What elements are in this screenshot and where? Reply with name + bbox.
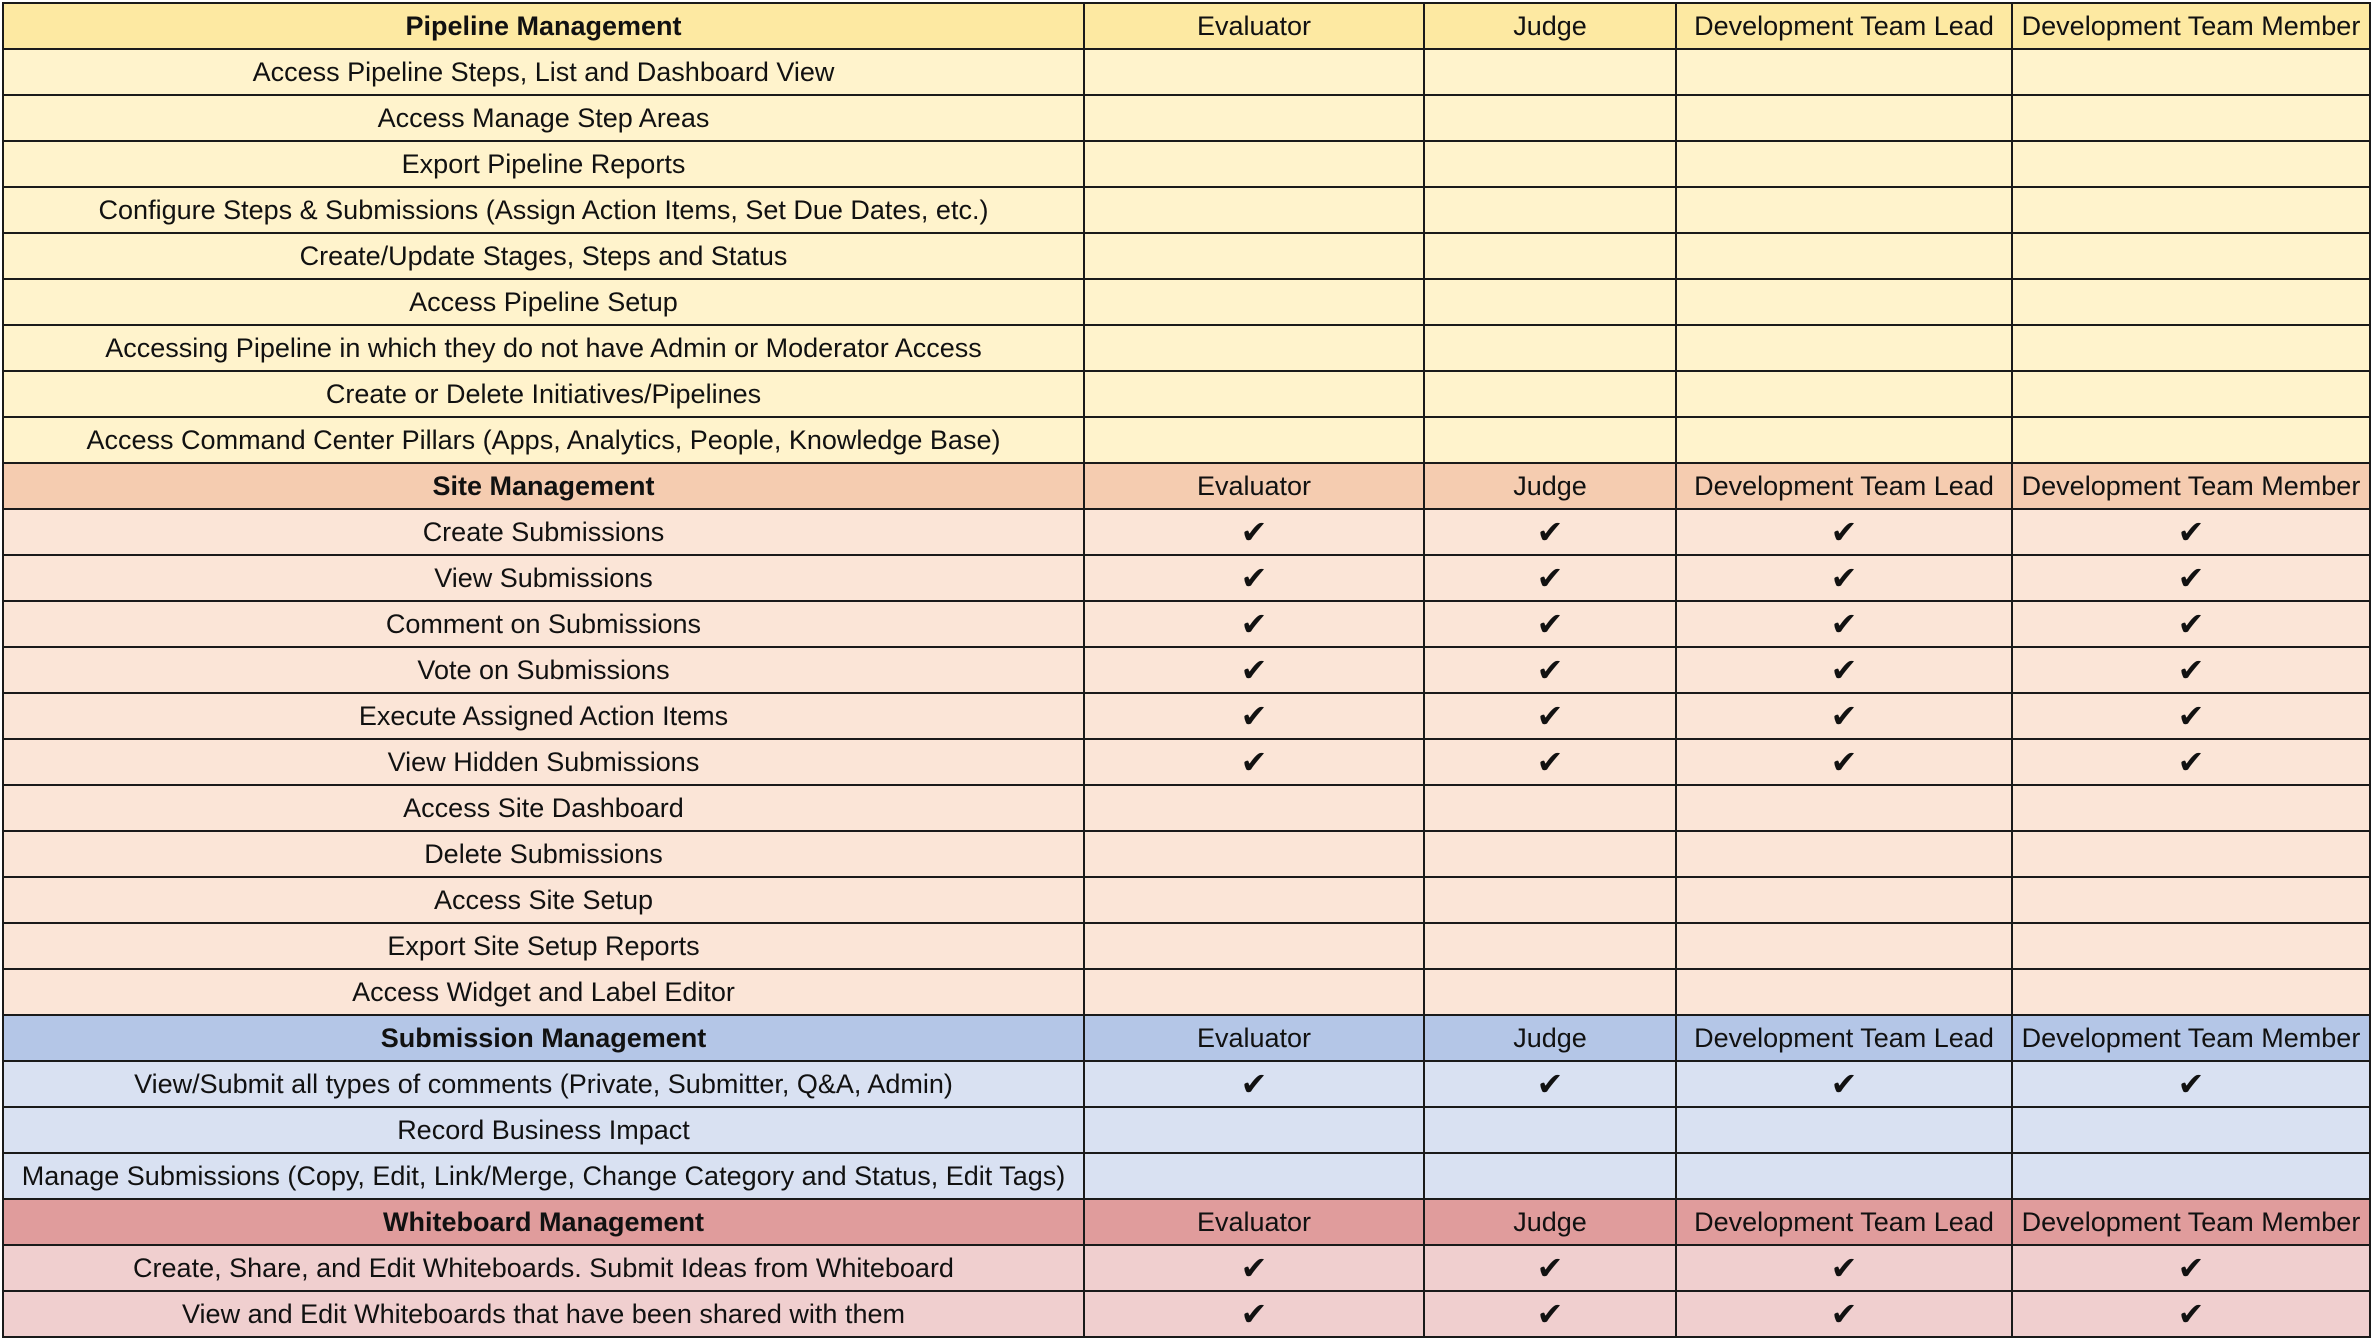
- permission-cell: [2012, 739, 2370, 785]
- permission-cell: [1676, 1245, 2012, 1291]
- table-row: [3, 831, 2370, 877]
- checkmark-icon: ✔: [2177, 559, 2205, 597]
- permission-cell: [1424, 233, 1676, 279]
- column-header: Evaluator: [1084, 463, 1424, 509]
- permission-cell: [1676, 739, 2012, 785]
- permission-cell: [1084, 233, 1424, 279]
- permission-label: Create Submissions: [3, 509, 1084, 555]
- checkmark-icon: ✔: [1536, 743, 1564, 781]
- checkmark-icon: ✔: [2177, 743, 2205, 781]
- permission-cell: [2012, 417, 2370, 463]
- checkmark-icon: ✔: [1240, 1295, 1268, 1333]
- column-header: Development Team Member: [2012, 1199, 2370, 1245]
- permission-label: Access Pipeline Setup: [3, 279, 1084, 325]
- permission-cell: [1424, 279, 1676, 325]
- permission-cell: [2012, 1245, 2370, 1291]
- checkmark-icon: ✔: [2177, 1295, 2205, 1333]
- permission-cell: [1676, 877, 2012, 923]
- section-title: Submission Management: [3, 1015, 1084, 1061]
- table-row: [3, 417, 2370, 463]
- column-header: Development Team Lead: [1676, 1015, 2012, 1061]
- column-header: Judge: [1424, 3, 1676, 49]
- permission-label: Access Site Setup: [3, 877, 1084, 923]
- permission-cell: [1424, 877, 1676, 923]
- column-header: Development Team Lead: [1676, 1199, 2012, 1245]
- permission-label: View Hidden Submissions: [3, 739, 1084, 785]
- permission-cell: [1084, 877, 1424, 923]
- permission-cell: [1084, 831, 1424, 877]
- checkmark-icon: ✔: [2177, 651, 2205, 689]
- permission-cell: [1084, 417, 1424, 463]
- permission-cell: [2012, 1153, 2370, 1199]
- checkmark-icon: ✔: [1536, 559, 1564, 597]
- checkmark-icon: ✔: [1830, 1249, 1858, 1287]
- table-row: [3, 187, 2370, 233]
- checkmark-icon: ✔: [1830, 697, 1858, 735]
- permission-cell: [2012, 95, 2370, 141]
- table-row: [3, 279, 2370, 325]
- section-title: Site Management: [3, 463, 1084, 509]
- permission-cell: [1084, 693, 1424, 739]
- permission-cell: [1676, 279, 2012, 325]
- checkmark-icon: ✔: [1830, 513, 1858, 551]
- permission-cell: [1084, 785, 1424, 831]
- permission-cell: [2012, 187, 2370, 233]
- checkmark-icon: ✔: [1830, 743, 1858, 781]
- permission-cell: [1676, 233, 2012, 279]
- permission-cell: [1084, 1291, 1424, 1337]
- table-row: [3, 785, 2370, 831]
- permission-cell: [2012, 141, 2370, 187]
- permission-cell: [1424, 1291, 1676, 1337]
- permission-cell: [1424, 969, 1676, 1015]
- column-header: Judge: [1424, 1199, 1676, 1245]
- permission-cell: [1676, 1291, 2012, 1337]
- section-header-site: [3, 463, 2370, 509]
- table-row: [3, 233, 2370, 279]
- permission-cell: [1676, 417, 2012, 463]
- permission-cell: [1424, 601, 1676, 647]
- permission-cell: [1424, 49, 1676, 95]
- permission-label: View and Edit Whiteboards that have been shared with them: [3, 1291, 1084, 1337]
- checkmark-icon: ✔: [1536, 1249, 1564, 1287]
- checkmark-icon: ✔: [2177, 605, 2205, 643]
- table-row: [3, 509, 2370, 555]
- permission-cell: [1084, 1061, 1424, 1107]
- permission-label: View Submissions: [3, 555, 1084, 601]
- table-row: [3, 969, 2370, 1015]
- permission-cell: [2012, 279, 2370, 325]
- checkmark-icon: ✔: [2177, 1065, 2205, 1103]
- permission-cell: [2012, 647, 2370, 693]
- checkmark-icon: ✔: [1240, 1249, 1268, 1287]
- permission-cell: [1424, 785, 1676, 831]
- checkmark-icon: ✔: [2177, 1249, 2205, 1287]
- permission-cell: [1424, 1245, 1676, 1291]
- permission-cell: [1424, 647, 1676, 693]
- permission-label: Manage Submissions (Copy, Edit, Link/Merge, Change Category and Status, Edit Tags): [3, 1153, 1084, 1199]
- checkmark-icon: ✔: [1830, 651, 1858, 689]
- checkmark-icon: ✔: [1536, 651, 1564, 689]
- permission-cell: [1424, 1107, 1676, 1153]
- permission-label: Record Business Impact: [3, 1107, 1084, 1153]
- permission-cell: [2012, 785, 2370, 831]
- permission-cell: [1084, 279, 1424, 325]
- permission-cell: [2012, 509, 2370, 555]
- permission-cell: [2012, 831, 2370, 877]
- column-header: Evaluator: [1084, 1015, 1424, 1061]
- permission-label: Vote on Submissions: [3, 647, 1084, 693]
- checkmark-icon: ✔: [1240, 651, 1268, 689]
- table-row: [3, 1291, 2370, 1337]
- section-title: Whiteboard Management: [3, 1199, 1084, 1245]
- permission-cell: [1424, 95, 1676, 141]
- permission-cell: [1424, 693, 1676, 739]
- table-row: [3, 95, 2370, 141]
- permission-cell: [1084, 1153, 1424, 1199]
- table-row: [3, 877, 2370, 923]
- permissions-table-body: [3, 3, 2370, 1337]
- permission-label: Access Site Dashboard: [3, 785, 1084, 831]
- column-header: Evaluator: [1084, 3, 1424, 49]
- permissions-table: [2, 2, 2371, 1338]
- permission-cell: [2012, 1291, 2370, 1337]
- column-header: Judge: [1424, 463, 1676, 509]
- permission-cell: [2012, 233, 2370, 279]
- permission-label: Accessing Pipeline in which they do not have Admin or Moderator Access: [3, 325, 1084, 371]
- permission-cell: [1676, 509, 2012, 555]
- permission-cell: [1424, 555, 1676, 601]
- table-row: [3, 1107, 2370, 1153]
- permission-cell: [2012, 923, 2370, 969]
- permission-cell: [1084, 969, 1424, 1015]
- permission-cell: [2012, 601, 2370, 647]
- section-title: Pipeline Management: [3, 3, 1084, 49]
- permission-cell: [1676, 1107, 2012, 1153]
- permission-cell: [1084, 923, 1424, 969]
- table-row: [3, 693, 2370, 739]
- permission-cell: [2012, 49, 2370, 95]
- permission-cell: [1084, 187, 1424, 233]
- permission-cell: [1084, 325, 1424, 371]
- column-header: Judge: [1424, 1015, 1676, 1061]
- permission-cell: [1676, 1061, 2012, 1107]
- permission-label: Access Manage Step Areas: [3, 95, 1084, 141]
- permission-label: Access Widget and Label Editor: [3, 969, 1084, 1015]
- table-row: [3, 739, 2370, 785]
- permission-label: Access Command Center Pillars (Apps, Analytics, People, Knowledge Base): [3, 417, 1084, 463]
- permission-cell: [1424, 923, 1676, 969]
- permission-cell: [1676, 1153, 2012, 1199]
- permission-label: Delete Submissions: [3, 831, 1084, 877]
- table-row: [3, 141, 2370, 187]
- permission-cell: [1676, 325, 2012, 371]
- column-header: Development Team Member: [2012, 3, 2370, 49]
- checkmark-icon: ✔: [1240, 697, 1268, 735]
- table-row: [3, 49, 2370, 95]
- checkmark-icon: ✔: [1830, 605, 1858, 643]
- permission-cell: [2012, 693, 2370, 739]
- permission-cell: [1084, 1107, 1424, 1153]
- permission-cell: [1676, 601, 2012, 647]
- table-row: [3, 923, 2370, 969]
- permission-cell: [1084, 141, 1424, 187]
- permission-cell: [1676, 693, 2012, 739]
- permission-cell: [1424, 187, 1676, 233]
- permission-cell: [1676, 969, 2012, 1015]
- permission-cell: [1676, 785, 2012, 831]
- permission-cell: [2012, 325, 2370, 371]
- checkmark-icon: ✔: [2177, 697, 2205, 735]
- permission-label: Configure Steps & Submissions (Assign Action Items, Set Due Dates, etc.): [3, 187, 1084, 233]
- permission-cell: [1676, 95, 2012, 141]
- permission-cell: [1084, 49, 1424, 95]
- permission-cell: [1084, 371, 1424, 417]
- permission-cell: [1424, 1061, 1676, 1107]
- checkmark-icon: ✔: [1536, 1065, 1564, 1103]
- permission-cell: [2012, 877, 2370, 923]
- permission-label: Access Pipeline Steps, List and Dashboard View: [3, 49, 1084, 95]
- permission-cell: [1084, 739, 1424, 785]
- permission-label: Export Pipeline Reports: [3, 141, 1084, 187]
- permission-label: Execute Assigned Action Items: [3, 693, 1084, 739]
- permission-cell: [2012, 371, 2370, 417]
- checkmark-icon: ✔: [1536, 697, 1564, 735]
- column-header: Development Team Member: [2012, 463, 2370, 509]
- permission-cell: [1676, 923, 2012, 969]
- permission-cell: [2012, 1107, 2370, 1153]
- section-header-whiteboard: [3, 1199, 2370, 1245]
- permission-cell: [1424, 371, 1676, 417]
- checkmark-icon: ✔: [1240, 559, 1268, 597]
- permission-label: View/Submit all types of comments (Private, Submitter, Q&A, Admin): [3, 1061, 1084, 1107]
- permission-cell: [1424, 739, 1676, 785]
- permission-label: Export Site Setup Reports: [3, 923, 1084, 969]
- checkmark-icon: ✔: [1240, 743, 1268, 781]
- checkmark-icon: ✔: [1830, 559, 1858, 597]
- permission-cell: [1676, 49, 2012, 95]
- permission-cell: [2012, 1061, 2370, 1107]
- checkmark-icon: ✔: [1830, 1295, 1858, 1333]
- table-row: [3, 1245, 2370, 1291]
- table-row: [3, 325, 2370, 371]
- permission-cell: [1676, 647, 2012, 693]
- permission-cell: [1424, 141, 1676, 187]
- table-row: [3, 555, 2370, 601]
- permission-cell: [1676, 371, 2012, 417]
- checkmark-icon: ✔: [1536, 1295, 1564, 1333]
- permission-cell: [1424, 325, 1676, 371]
- permission-cell: [1676, 831, 2012, 877]
- table-row: [3, 1153, 2370, 1199]
- section-header-submission: [3, 1015, 2370, 1061]
- permission-cell: [1676, 141, 2012, 187]
- permission-cell: [1424, 509, 1676, 555]
- checkmark-icon: ✔: [1830, 1065, 1858, 1103]
- permission-label: Comment on Submissions: [3, 601, 1084, 647]
- permission-cell: [1084, 1245, 1424, 1291]
- table-row: [3, 371, 2370, 417]
- permission-cell: [1084, 509, 1424, 555]
- permission-cell: [2012, 969, 2370, 1015]
- permission-cell: [1424, 1153, 1676, 1199]
- permission-cell: [1084, 647, 1424, 693]
- permission-cell: [2012, 555, 2370, 601]
- permission-label: Create, Share, and Edit Whiteboards. Submit Ideas from Whiteboard: [3, 1245, 1084, 1291]
- permission-cell: [1676, 187, 2012, 233]
- permission-cell: [1424, 417, 1676, 463]
- permission-cell: [1676, 555, 2012, 601]
- column-header: Development Team Member: [2012, 1015, 2370, 1061]
- column-header: Development Team Lead: [1676, 3, 2012, 49]
- permission-cell: [1084, 95, 1424, 141]
- checkmark-icon: ✔: [2177, 513, 2205, 551]
- permission-cell: [1084, 555, 1424, 601]
- checkmark-icon: ✔: [1240, 513, 1268, 551]
- permission-cell: [1424, 831, 1676, 877]
- checkmark-icon: ✔: [1240, 1065, 1268, 1103]
- checkmark-icon: ✔: [1536, 513, 1564, 551]
- table-row: [3, 647, 2370, 693]
- section-header-pipeline: [3, 3, 2370, 49]
- permission-label: Create or Delete Initiatives/Pipelines: [3, 371, 1084, 417]
- checkmark-icon: ✔: [1240, 605, 1268, 643]
- table-row: [3, 601, 2370, 647]
- table-row: [3, 1061, 2370, 1107]
- permission-cell: [1084, 601, 1424, 647]
- checkmark-icon: ✔: [1536, 605, 1564, 643]
- column-header: Development Team Lead: [1676, 463, 2012, 509]
- permission-label: Create/Update Stages, Steps and Status: [3, 233, 1084, 279]
- column-header: Evaluator: [1084, 1199, 1424, 1245]
